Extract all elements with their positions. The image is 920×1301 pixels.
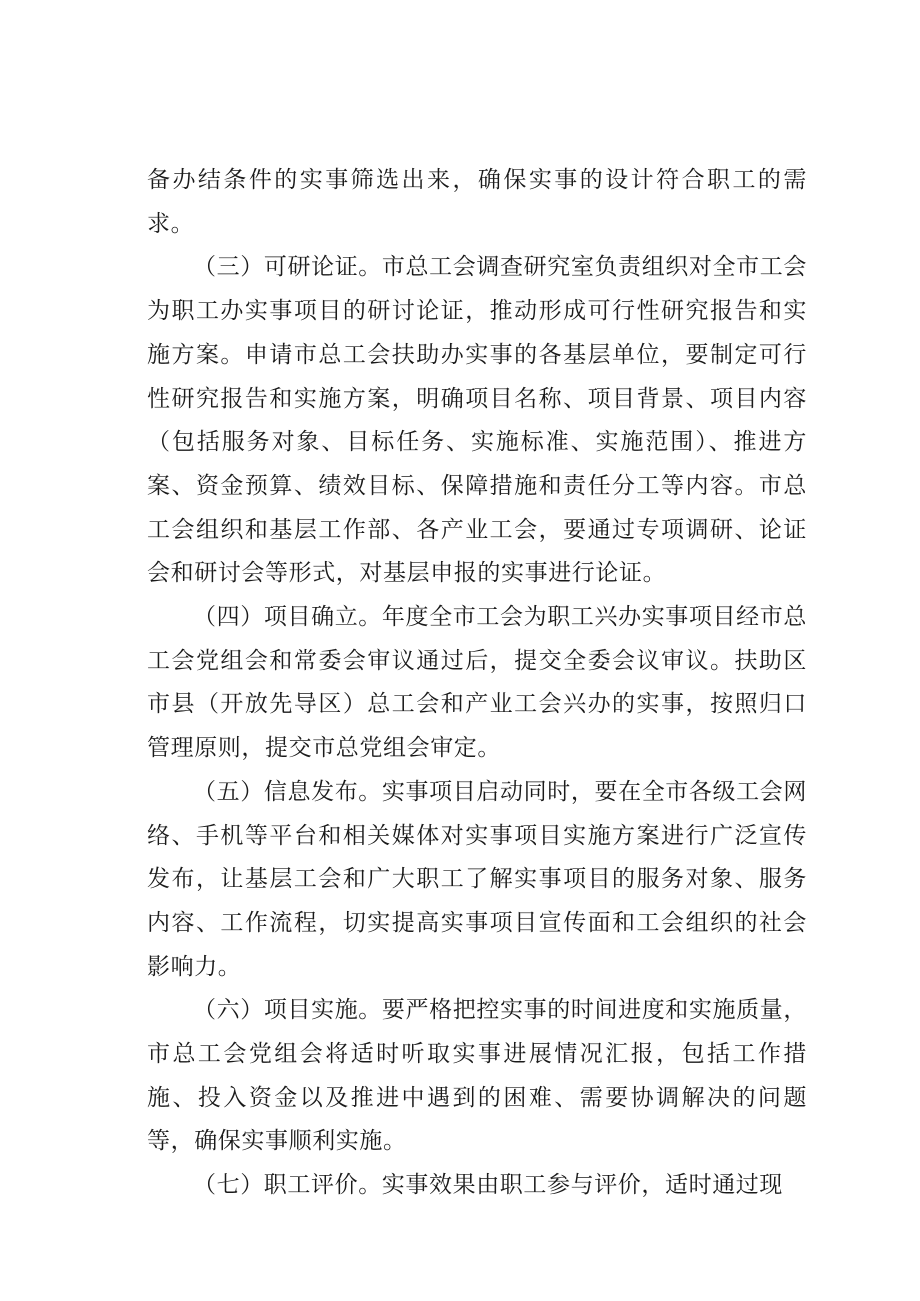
paragraph-employee-evaluation: （七）职工评价。实事效果由职工参与评价，适时通过现 — [193, 1172, 783, 1199]
paragraph-project-approval: （四）项目确立。年度全市工会为职工兴办实事项目经市总工会党组会和常委会审议通过后，提交全委会议审议。扶助区市县（开放先导区）总工会和产业工会兴办的实事，按照归口管理原则，提交市总党组会审定。 — [147, 604, 807, 762]
paragraph-information-release: （五）信息发布。实事项目启动同时，要在全市各级工会网络、手机等平台和相关媒体对实事项目实施方案进行广泛宣传发布，让基层工会和广大职工了解实事项目的服务对象、服务内容、工作流程，切实提高实事项目宣传面和工会组织的社会影响力。 — [147, 778, 807, 980]
paragraph-project-implementation: （六）项目实施。要严格把控实事的时间进度和实施质量，市总工会党组会将适时听取实事进展情况汇报，包括工作措施、投入资金以及推进中遇到的困难、需要协调解决的问题等，确保实事顺利实施。 — [147, 997, 807, 1155]
paragraph-feasibility-study: （三）可研论证。市总工会调查研究室负责组织对全市工会为职工办实事项目的研讨论证，推动形成可行性研究报告和实施方案。申请市总工会扶助办实事的各基层单位，要制定可行性研究报告和实施方案，明确项目名称、项目背景、项目内容（包括服务对象、目标任务、实施标准、实施范围）、推进方案、资金预算、绩效目标、保障措施和责任分工等内容。市总工会组织和基层工作部、各产业工会，要通过专项调研、论证会和研讨会等形式，对基层申报的实事进行论证。 — [147, 254, 807, 587]
paragraph-continuation: 备办结条件的实事筛选出来，确保实事的设计符合职工的需求。 — [147, 167, 807, 237]
document-body — [147, 159, 807, 1208]
